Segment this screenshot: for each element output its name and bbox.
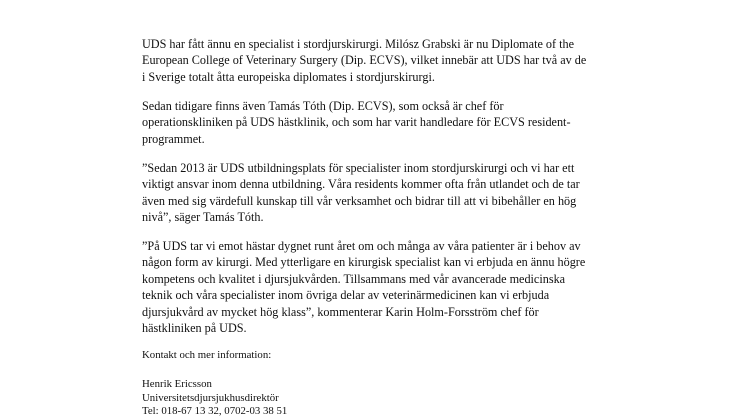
contact-name: Henrik Ericsson <box>142 378 212 390</box>
paragraph-line: ”På UDS tar vi emot hästar dygnet runt året om och många av våra patienter är i behov av <box>142 239 581 253</box>
contact-block <box>142 378 612 419</box>
paragraph-line: djursjukvård av mycket hög klass”, kommenterar Karin Holm-Forsström chef för <box>142 304 539 319</box>
paragraph-line: nivå”, säger Tamás Tóth. <box>142 210 264 225</box>
paragraph-line: programmet. <box>142 131 205 146</box>
contact-heading: Kontakt och mer information: <box>142 349 272 361</box>
paragraph-4 <box>142 238 612 336</box>
paragraph-line: Sedan tidigare finns även Tamás Tóth (Dip. ECVS), som också är chef för <box>142 99 504 113</box>
paragraph-line: viktigt ansvar inom denna utbildning. Våra residents kommer ofta från utlandet och de tar <box>142 177 580 192</box>
paragraph-line: hästkliniken på UDS. <box>142 321 247 336</box>
paragraph-line: även med sig värdefull kunskap till vår verksamhet och bidrar till att vi bibehåller en hög <box>142 193 577 208</box>
contact-phone: Tel: 018-67 13 32, 0702-03 38 51 <box>142 405 288 418</box>
paragraph-2 <box>142 98 612 147</box>
contact-title: Universitetsdjursjukhusdirektör <box>142 391 279 404</box>
contact-heading-block <box>142 349 612 363</box>
paragraph-line: operationskliniken på UDS hästklinik, och som har varit handledare för ECVS resident- <box>142 115 571 130</box>
paragraph-line: någon form av kirurgi. Med ytterligare en kirurgisk specialist kan vi erbjuda en ännu högre <box>142 255 586 270</box>
paragraph-line: kompetens och kvalitet i djursjukvården. Tillsammans med vår avancerade medicinska <box>142 271 566 286</box>
paragraph-line: European College of Veterinary Surgery (Dip. ECVS), vilket innebär att UDS har två av de <box>142 53 587 68</box>
paragraph-3 <box>142 160 612 226</box>
paragraph-line: teknik och våra specialister inom övriga delar av veterinärmedicinen kan vi erbjuda <box>142 288 550 303</box>
paragraph-1 <box>142 36 612 85</box>
paragraph-line: i Sverige totalt åtta europeiska diplomates i stordjurskirurgi. <box>142 69 435 84</box>
paragraph-line: UDS har fått ännu en specialist i stordjurskirurgi. Milósz Grabski är nu Diplomate of the <box>142 37 575 51</box>
paragraph-line: ”Sedan 2013 är UDS utbildningsplats för specialister inom stordjurskirurgi och vi har ett <box>142 161 575 175</box>
